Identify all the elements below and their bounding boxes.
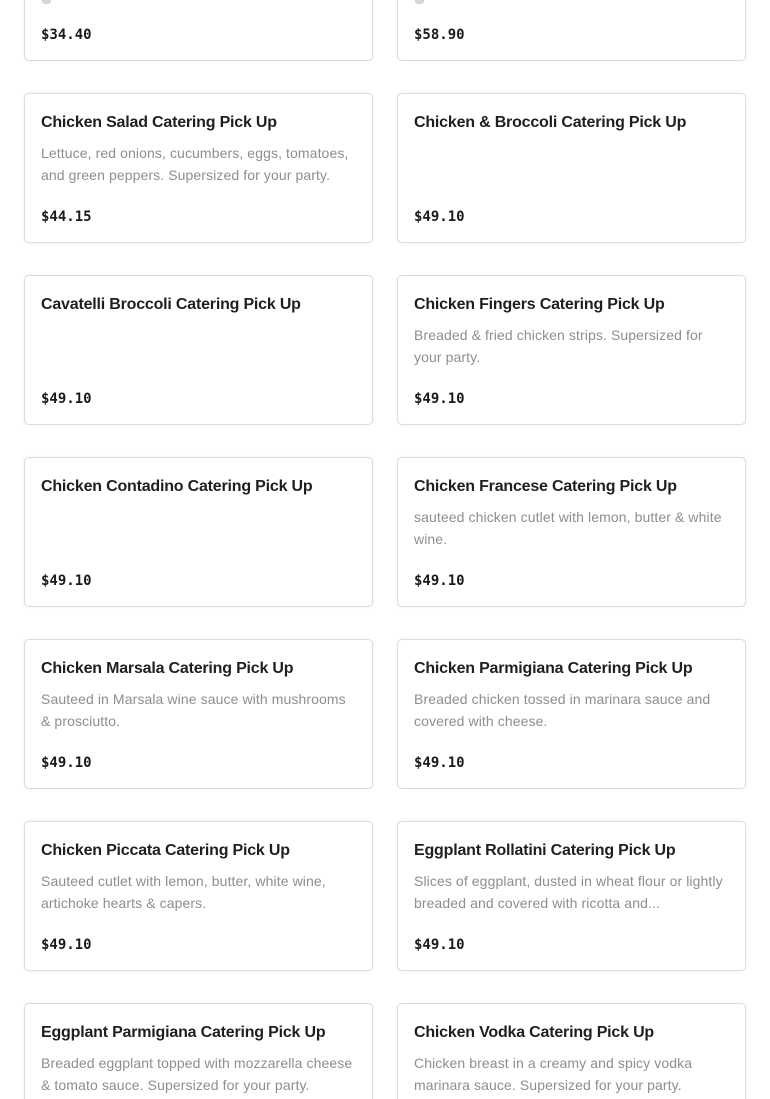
menu-item-card[interactable]	[24, 93, 373, 243]
clipped-description-remnant	[415, 0, 424, 4]
menu-item-card[interactable]	[397, 639, 746, 789]
menu-item-description: Breaded chicken tossed in marinara sauce and covered with cheese.	[414, 691, 711, 729]
menu-item-price: $49.10	[41, 573, 92, 589]
menu-item-price: $58.90	[414, 27, 465, 43]
menu-item-description: sauteed chicken cutlet with lemon, butter & white wine.	[414, 509, 722, 547]
menu-item-description: Chicken breast in a creamy and spicy vodka marinara sauce. Supersized for your party.	[414, 1055, 693, 1093]
menu-item-title: Chicken Salad Catering Pick Up	[41, 114, 277, 131]
menu-item-card[interactable]	[24, 0, 373, 61]
menu-item-title: Chicken Parmigiana Catering Pick Up	[414, 660, 693, 677]
clipped-description-remnant	[42, 0, 51, 4]
menu-item-title: Chicken Fingers Catering Pick Up	[414, 296, 665, 313]
menu-item-price: $44.15	[41, 209, 92, 225]
menu-item-price: $34.40	[41, 27, 92, 43]
menu-item-card[interactable]	[397, 0, 746, 61]
menu-item-card[interactable]	[24, 639, 373, 789]
menu-item-card[interactable]	[397, 93, 746, 243]
menu-item-title: Chicken Piccata Catering Pick Up	[41, 842, 290, 859]
menu-item-description: Lettuce, red onions, cucumbers, eggs, tomatoes, and green peppers. Supersized for your party.	[41, 145, 349, 183]
menu-item-title: Cavatelli Broccoli Catering Pick Up	[41, 296, 301, 313]
menu-item-title: Eggplant Parmigiana Catering Pick Up	[41, 1024, 326, 1041]
menu-item-price: $49.10	[41, 391, 92, 407]
menu-item-price: $49.10	[414, 755, 465, 771]
menu-item-title: Chicken Vodka Catering Pick Up	[414, 1024, 654, 1041]
menu-item-price: $49.10	[41, 755, 92, 771]
menu-item-title: Chicken Francese Catering Pick Up	[414, 478, 677, 495]
menu-item-title: Chicken Contadino Catering Pick Up	[41, 478, 313, 495]
menu-item-card[interactable]	[24, 457, 373, 607]
menu-item-price: $49.10	[414, 391, 465, 407]
menu-item-price: $49.10	[414, 937, 465, 953]
menu-item-description: Breaded & fried chicken strips. Supersized for your party.	[414, 327, 703, 365]
menu-item-title: Chicken & Broccoli Catering Pick Up	[414, 114, 687, 131]
menu-item-card[interactable]	[397, 1003, 746, 1099]
menu-item-card[interactable]	[397, 457, 746, 607]
menu-item-price: $49.10	[414, 209, 465, 225]
menu-item-price: $49.10	[414, 573, 465, 589]
menu-item-card[interactable]	[397, 275, 746, 425]
menu-item-description: Sauteed cutlet with lemon, butter, white wine, artichoke hearts & capers.	[41, 873, 326, 911]
menu-item-price: $49.10	[41, 937, 92, 953]
menu-item-description: Sauteed in Marsala wine sauce with mushrooms & prosciutto.	[41, 691, 346, 729]
menu-item-card[interactable]	[24, 821, 373, 971]
menu-item-description: Slices of eggplant, dusted in wheat flour or lightly breaded and covered with ricotta and...	[414, 873, 723, 911]
menu-item-title: Chicken Marsala Catering Pick Up	[41, 660, 294, 677]
menu-item-card[interactable]	[24, 1003, 373, 1099]
menu-item-title: Eggplant Rollatini Catering Pick Up	[414, 842, 676, 859]
menu-item-card[interactable]	[397, 821, 746, 971]
menu-item-card[interactable]	[24, 275, 373, 425]
menu-item-description: Breaded eggplant topped with mozzarella cheese & tomato sauce. Supersized for your party.	[41, 1055, 353, 1093]
